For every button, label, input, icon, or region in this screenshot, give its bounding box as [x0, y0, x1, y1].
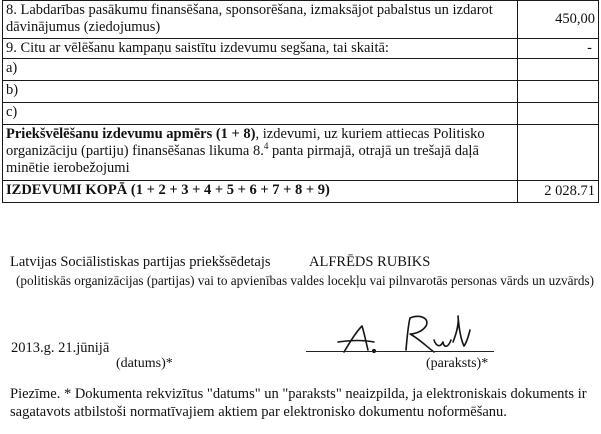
- handwritten-signature: [330, 312, 530, 356]
- pre-election-sup: 4: [263, 141, 269, 152]
- expense-table: [2, 0, 599, 203]
- table-row: [3, 81, 599, 103]
- total-amount: 2 028.71: [518, 181, 599, 203]
- pre-election-text-end: panta pirmajā, otrajā un trešajā daļā minētie ierobežojumi: [6, 143, 479, 176]
- pre-election-text: , izdevumi, uz kuriem attiecas Politisko organizāciju (partiju) finansēšanas likuma 8.: [6, 126, 485, 159]
- subrow-b-amount: [518, 81, 599, 103]
- table-row: [3, 39, 599, 59]
- subrow-c-amount: [518, 103, 599, 125]
- table-row: [3, 181, 599, 203]
- person-caption: (politiskās organizācijas (partijas) vai to apvienības valdes locekļu vai pilnvarotās personas vārds un uzvārds): [16, 273, 595, 288]
- row8-amount: 450,00: [518, 1, 599, 39]
- total-label: IZDEVUMI KOPĀ (1 + 2 + 3 + 4 + 5 + 6 + 7 + 8 + 9): [3, 181, 518, 203]
- subrow-a-amount: [518, 59, 599, 81]
- table-row: [3, 1, 599, 39]
- pre-election-bold: Priekšvēlēšanu izdevumu apmērs (1 + 8): [6, 126, 256, 142]
- row8-description: 8. Labdarības pasākumu finansēšana, sponsorēšana, izmaksājot pabalstus un izdarot dāvinājumus (ziedojumus): [3, 1, 518, 39]
- date-value: 2013.g. 21.jūnijā: [11, 340, 110, 356]
- position-title: Latvijas Sociālistiskas partijas priekšsēdetajs: [10, 254, 271, 270]
- subrow-c-label: c): [3, 103, 518, 125]
- row9-amount: -: [518, 39, 599, 59]
- subrow-b-label: b): [3, 81, 518, 103]
- row9-description: 9. Citu ar vēlēšanu kampaņu saistītu izdevumu segšana, tai skaitā:: [3, 39, 518, 59]
- table-row: [3, 103, 599, 125]
- table-row: [3, 59, 599, 81]
- signature-line: [306, 351, 494, 352]
- table-row: [3, 125, 599, 181]
- date-label: (datums)*: [116, 356, 173, 371]
- signature-label: (paraksts)*: [426, 356, 489, 371]
- footnote: Piezīme. * Dokumenta rekvizītus "datums" un "paraksts" neaizpilda, ja elektroniskais dokuments ir sagatavots atbilstoši normatīvajiem aktiem par elektronisko dokumentu noformēšanu.: [10, 386, 587, 420]
- subrow-a-label: a): [3, 59, 518, 81]
- pre-election-amount: [518, 125, 599, 181]
- pre-election-description: [3, 125, 518, 181]
- person-name: ALFRĒDS RUBIKS: [309, 254, 431, 270]
